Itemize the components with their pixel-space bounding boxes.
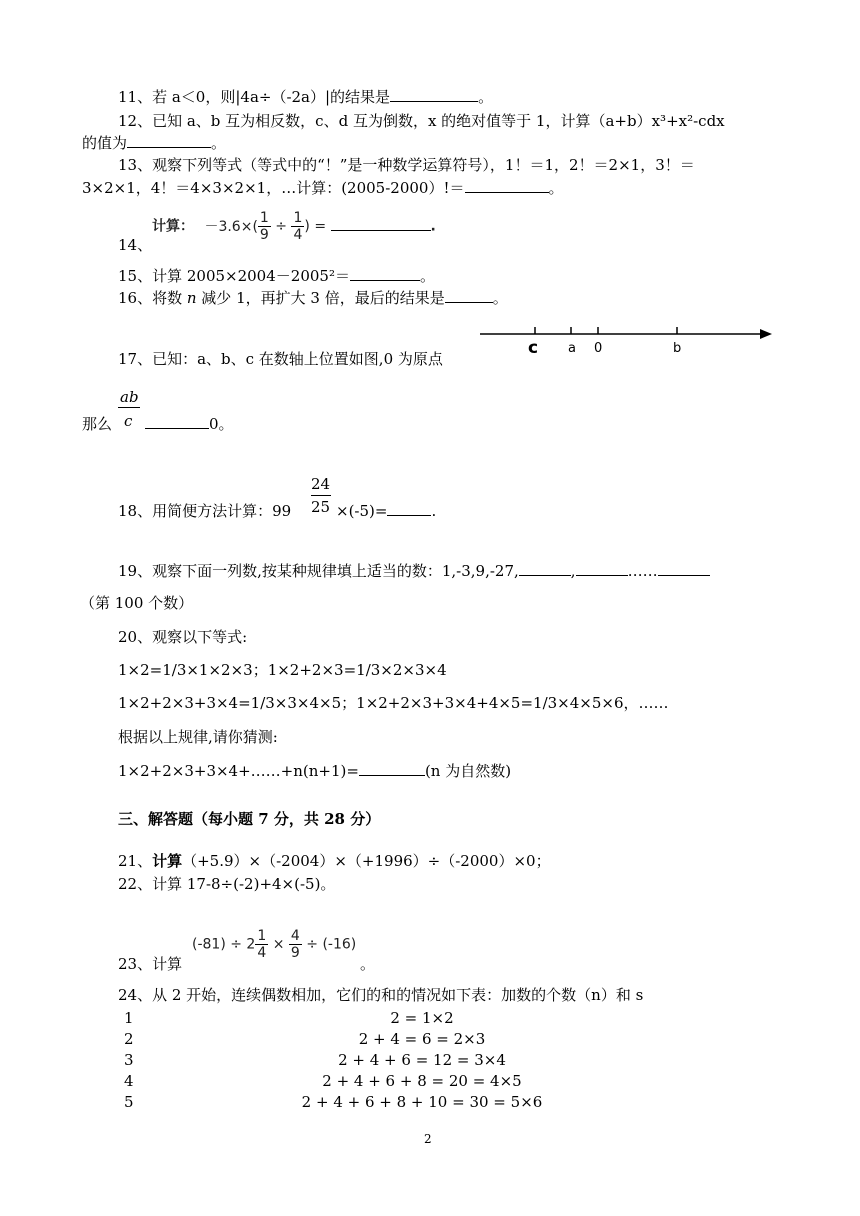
- question-17-answer: 0。: [145, 413, 234, 435]
- question-16: 16、将数 n 减少 1，再扩大 3 倍，最后的结果是 。: [118, 289, 508, 307]
- question-23-tail: 。: [360, 955, 376, 973]
- answer-blank[interactable]: [331, 216, 431, 231]
- label-a: a: [568, 341, 576, 356]
- question-19: 19、观察下面一列数,按某种规律填上适当的数：1,-3,9,-27, , ……: [118, 560, 710, 582]
- question-20-eq2: 1×2+2×3+3×4=1/3×3×4×5；1×2+2×3+3×4+4×5=1/3×4×5×6，……: [118, 694, 669, 712]
- question-13-line2: 3×2×1，4！＝4×3×2×1，…计算：(2005-2000）!＝ 。: [82, 179, 564, 197]
- page-number: 2: [424, 1132, 432, 1146]
- answer-blank[interactable]: [576, 560, 628, 576]
- answer-blank[interactable]: [127, 132, 211, 148]
- fraction-numerator: 24: [311, 475, 331, 493]
- label-b: b: [673, 341, 682, 356]
- question-17: 17、已知：a、b、c 在数轴上位置如图,0 为原点: [118, 350, 443, 368]
- question-18-rest: ×(-5)= .: [336, 502, 437, 520]
- answer-blank[interactable]: [445, 287, 493, 303]
- question-24: 24、从 2 开始，连续偶数相加，它们的和的情况如下表：加数的个数（n）和 s: [118, 986, 644, 1004]
- question-22: 22、计算 17-8÷(-2)+4×(-5)。: [118, 875, 336, 893]
- label-0: 0: [594, 341, 603, 356]
- axis-arrow: [760, 329, 772, 339]
- answer-blank[interactable]: [145, 413, 209, 429]
- answer-blank[interactable]: [658, 560, 710, 576]
- answer-blank[interactable]: [519, 560, 571, 576]
- question-20-guess: 根据以上规律,请你猜测:: [118, 728, 278, 746]
- question-20-eq1: 1×2=1/3×1×2×3；1×2+2×3=1/3×2×3×4: [118, 661, 447, 679]
- section-3-heading: 三、解答题（每小题 7 分，共 28 分）: [118, 810, 381, 828]
- question-18-text: 18、用简便方法计算：99: [118, 502, 292, 520]
- answer-blank[interactable]: [387, 500, 431, 516]
- question-14-expression: 计算： －3.6×( $\frac{1}{9}$ ÷ $\frac{1}{4}$ ) = .: [152, 210, 436, 243]
- label-c: c: [528, 338, 539, 358]
- question-23-label: 23、计算: [118, 955, 183, 973]
- number-line: [478, 318, 774, 358]
- fraction-ab-numerator: ab: [120, 388, 139, 406]
- question-20-title: 20、观察以下等式:: [118, 628, 248, 646]
- question-19-line2: （第 100 个数）: [80, 594, 194, 612]
- answer-blank[interactable]: [465, 177, 549, 193]
- question-13-line1: 13、观察下列等式（等式中的“！”是一种数学运算符号），1！＝1，2！＝2×1，3！＝: [118, 156, 695, 174]
- question-23-expression: (-81) ÷ 2 $\frac{1}{4}$ × $\frac{4}{9}$ ÷ (-16): [192, 928, 357, 961]
- fraction: $\frac{1}{4}$: [293, 210, 303, 243]
- question-14-label: 14、: [118, 236, 153, 254]
- question-21: 21、计算（+5.9）×（-2004）×（+1996）÷（-2000）×0；: [118, 852, 551, 870]
- fraction: $\frac{1}{9}$: [259, 210, 269, 243]
- answer-blank[interactable]: [350, 265, 420, 281]
- answer-blank[interactable]: [390, 86, 478, 102]
- fraction: $\frac{1}{4}$: [257, 928, 267, 961]
- question-12-line1: 12、已知 a、b 互为相反数，c、d 互为倒数，x 的绝对值等于 1，计算（a+b）x³+x²-cdx: [118, 112, 725, 130]
- fraction-denominator: 25: [311, 498, 331, 516]
- sum-table: 1 2 = 1×2 2 2 + 4 = 6 = 2×3 3 2 + 4 + 6 = 12 = 3×4 4 2 + 4 + 6 + 8 = 20 = 4×5 5 2 + 4 + 6 + 8 + 10 = 30 = 5×6: [124, 1009, 543, 1111]
- question-20-ask: 1×2+2×3+3×4+……+n(n+1)= (n 为自然数): [118, 762, 512, 780]
- question-12-line2: 的值为 。: [82, 134, 227, 152]
- fraction: $\frac{4}{9}$: [290, 928, 300, 961]
- fraction-bar: [118, 407, 140, 408]
- question-11: 11、若 a＜0，则|4a÷（-2a）|的结果是 。: [118, 88, 494, 106]
- question-17-then: 那么: [82, 415, 113, 433]
- question-15: 15、计算 2005×2004－2005²＝ 。: [118, 267, 435, 285]
- fraction-c-denominator: c: [124, 412, 133, 430]
- number-line-figure: [478, 318, 774, 358]
- answer-blank[interactable]: [359, 760, 425, 776]
